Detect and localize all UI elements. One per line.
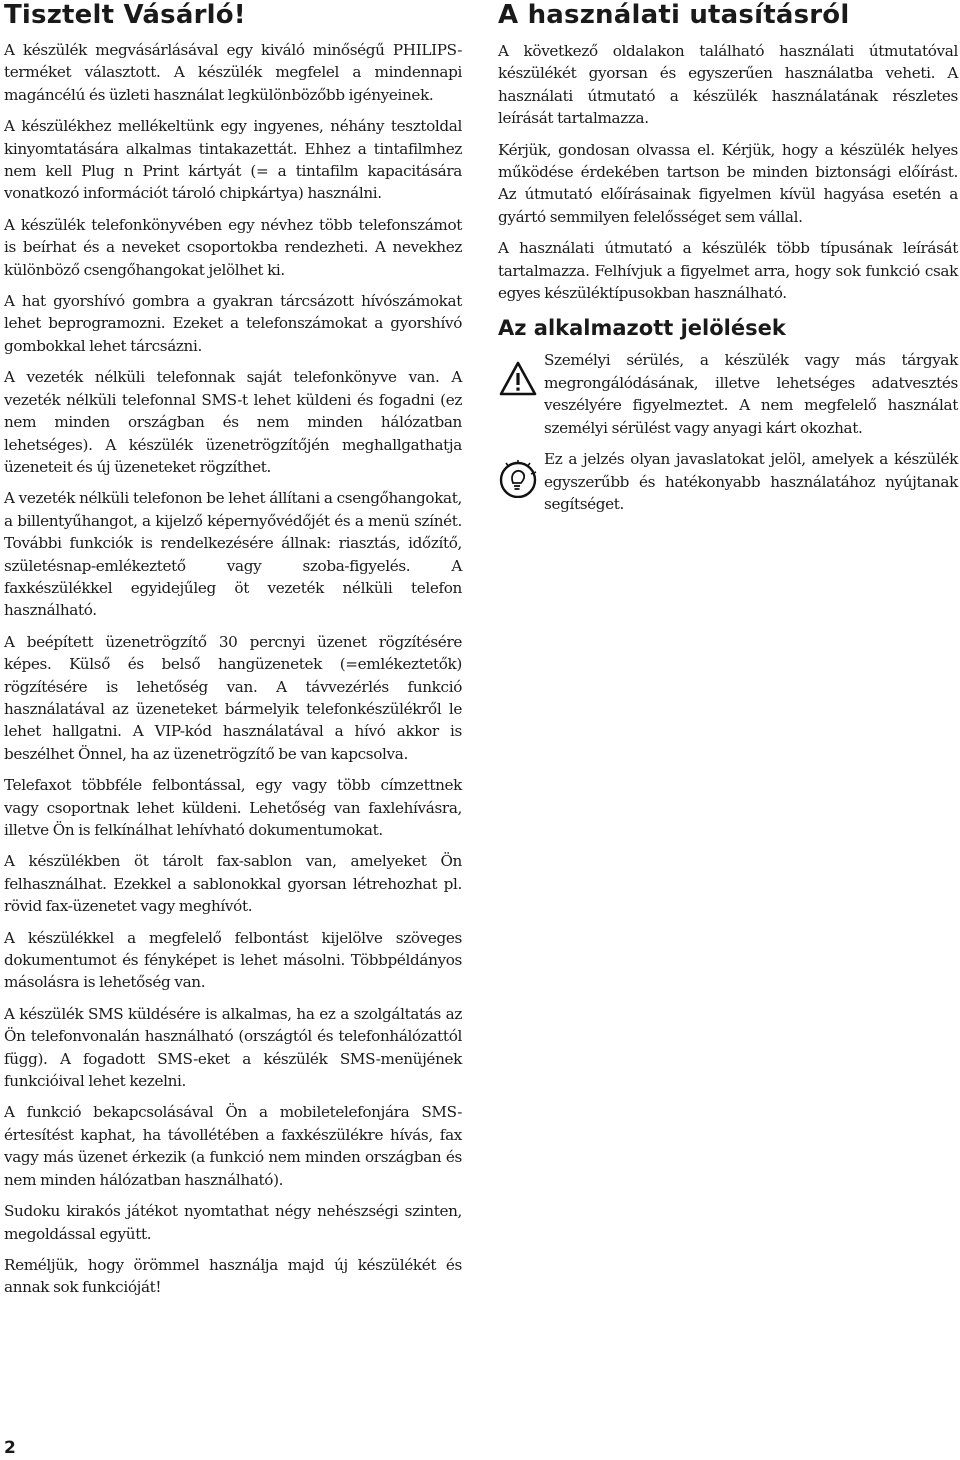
warning-note [498, 349, 958, 439]
tip-note [498, 448, 958, 515]
tip-note-text: Ez a jelzés olyan javaslatokat jelöl, amelyek a készülék egyszerűbb és hatékonyabb használatához nyújtanak segítséget. [544, 450, 958, 513]
cordless-settings-paragraph: A vezeték nélküli telefonon be lehet állítani a csengőhangokat, a billentyűhangot, a kijelző képernyővédőjét és a menü színét. További funkciók is rendelkezésére állnak: riasztás, időzítő, születésnap-emlékeztető vagy szoba-figyelés. A faxkészülékkel egyidejűleg öt vezeték nélküli telefon használható. [4, 489, 462, 620]
fax-sending-paragraph: Telefaxot többféle felbontással, egy vagy több címzettnek vagy csoportnak lehet küldeni. Lehetőség van faxlehívásra, illetve Ön is felkínálhat lehívható dokumentumokat. [4, 776, 462, 839]
closing-paragraph: Reméljük, hogy örömmel használja majd új készülékét és annak sok funkcióját! [4, 1255, 462, 1297]
cordless-phonebook-paragraph: A vezeték nélküli telefonnak saját telefonkönyve van. A vezeték nélküli telefonnal SMS-t lehet küldeni és fogadni (ez nem minden országban és nem minden hálózatban lehetséges). A készülék üzenetrögzítőjén meghallgathatja üzeneteit és új üzeneteket rögzíthet. [4, 368, 462, 476]
sms-notification-paragraph: A funkció bekapcsolásával Ön a mobiletelefonjára SMS-értesítést kaphat, ha távollétében a faxkészülékre hívás, fax vagy más üzenet érkezik (a funkció nem minden országban és nem minden hálózatban használható). [4, 1103, 462, 1189]
sudoku-paragraph: Sudoku kirakós játékot nyomtathat négy nehészségi szinten, megoldással együtt. [4, 1202, 462, 1243]
lightbulb-tip-icon [498, 458, 538, 498]
speed-dial-paragraph: A hat gyorshívó gombra a gyakran tárcsázott hívószámokat lehet beprogramozni. Ezeket a telefonszámokat a gyorshívó gombokkal lehet tárcsázni. [4, 292, 462, 355]
answering-machine-paragraph: A beépített üzenetrögzítő 30 percnyi üzenet rögzítésére képes. Külső és belső hangüzenetek (=emlékeztetők) rögzítésére is lehetőség van. A távvezérlés funkció használatával az üzeneteket bármelyik telefonkészülékről le lehet hallgatni. A VIP-kód használatával a hívó akkor is beszélhet Önnel, ha az üzenetrögzítő be van kapcsolva. [4, 632, 462, 763]
sms-paragraph: A készülék SMS küldésére is alkalmas, ha ez a szolgáltatás az Ön telefonvonalán használható (országtól és telefonhálózattól függ). A fogadott SMS-eket a készülék SMS-menüjének funkcióival lehet kezelni. [4, 1004, 462, 1091]
fax-templates-paragraph: A készülékben öt tárolt fax-sablon van, amelyeket Ön felhasználhat. Ezekkel a sablonokkal gyorsan létrehozhat pl. rövid fax-üzenetet vagy meghívót. [4, 852, 462, 916]
right-column [498, 0, 958, 524]
read-carefully-paragraph: Kérjük, gondosan olvassa el. Kérjük, hogy a készülék helyes működése érdekében tartson be minden biztonsági előírást. Az útmutató előírásainak figyelmen kívül hagyása esetén a gyártó semmilyen felelősséget sem vállal. [498, 140, 958, 226]
warning-note-text: Személyi sérülés, a készülék vagy más tárgyak megrongálódásának, illetve lehetséges adatvesztés veszélyére figyelmeztet. A nem megfelelő használat személyi sérülést vagy anyagi kárt okozhat. [544, 351, 958, 437]
warning-triangle-icon [498, 359, 538, 399]
copying-paragraph: A készülékkel a megfelelő felbontást kijelölve szöveges dokumentumot és fényképet is lehet másolni. Többpéldányos másolásra is lehetőség van. [4, 928, 462, 992]
model-types-paragraph: A használati útmutató a készülék több típusának leírását tartalmazza. Felhívjuk a figyelmet arra, hogy sok funkció csak egyes készüléktípusokban használható. [498, 239, 958, 303]
intro-paragraph: A készülék megvásárlásával egy kiváló minőségű PHILIPS-terméket választott. A készülék megfelel a mindennapi magáncélú és üzleti használat legkülönbözőbb igényeinek. [4, 41, 462, 104]
greeting-title: Tisztelt Vásárló! [4, 0, 246, 30]
ink-film-paragraph: A készülékhez mellékeltünk egy ingyenes, néhány tesztoldal kinyomtatására alkalmas tintakazettát. Ehhez a tintafilmhez nem kell Plug n Print kártyát (= a tintafilm kapacitására vonatkozó információt tároló chipkártya) használni. [4, 117, 462, 203]
page-number: 2 [4, 1438, 16, 1458]
manual-intro-paragraph: A következő oldalakon található használati útmutatóval készülékét gyorsan és egyszerűen használatba veheti. A használati útmutató a készülék használatának részletes leírását tartalmazza. [498, 42, 958, 128]
phonebook-paragraph: A készülék telefonkönyvében egy névhez több telefonszámot is beírhat és a neveket csoportokba rendezheti. A nevekhez különböző csengőhangokat jelölhet ki. [4, 215, 462, 279]
manual-title: A használati utasításról [498, 0, 850, 30]
symbols-subtitle: Az alkalmazott jelölések [498, 316, 786, 341]
left-column [4, 0, 462, 1308]
